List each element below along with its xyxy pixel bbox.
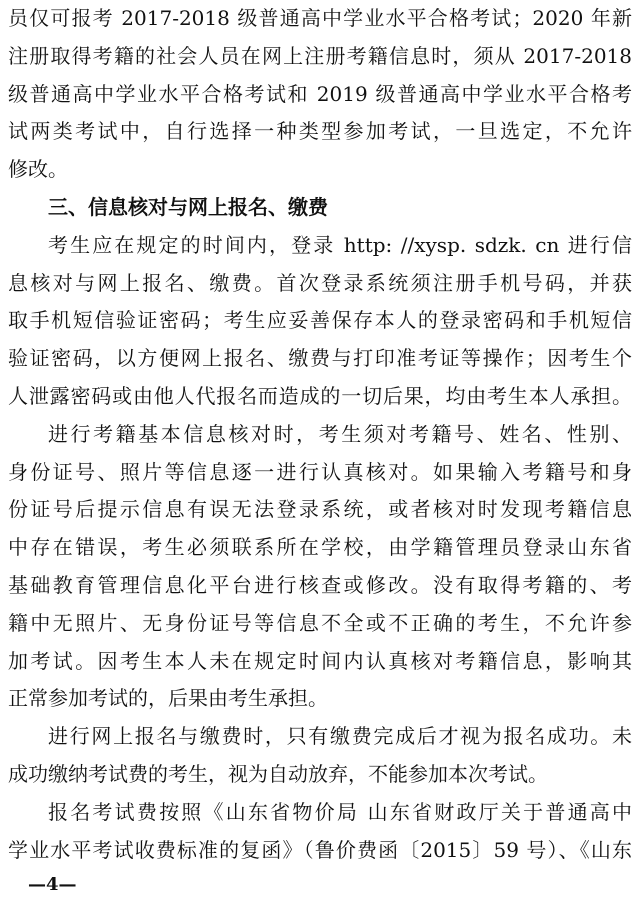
section-heading: 三、信息核对与网上报名、缴费 bbox=[48, 194, 328, 219]
paragraph-line: 加考试。因考生本人未在规定时间内认真核对考籍信息，影响其 bbox=[8, 648, 632, 673]
paragraph-line: 份证号后提示信息有误无法登录系统，或者核对时发现考籍信息 bbox=[8, 497, 632, 522]
paragraph bbox=[8, 794, 632, 870]
paragraph-line: 基础教育管理信息化平台进行核查或修改。没有取得考籍的、考 bbox=[8, 572, 632, 597]
page-number: —4— bbox=[28, 874, 77, 895]
paragraph bbox=[8, 718, 632, 794]
paragraph-line: 验证密码，以方便网上报名、缴费与打印准考证等操作；因考生个 bbox=[8, 346, 632, 371]
paragraph-line: 注册取得考籍的社会人员在网上注册考籍信息时，须从 2017-2018 bbox=[8, 43, 632, 68]
paragraph-line: 修改。 bbox=[8, 157, 68, 182]
paragraph-line: 进行考籍基本信息核对时，考生须对考籍号、姓名、性别、 bbox=[48, 421, 632, 446]
paragraph-line: 中存在错误，考生必须联系所在学校，由学籍管理员登录山东省 bbox=[8, 535, 632, 560]
paragraph-line: 学业水平考试收费标准的复函》（鲁价费函〔2015〕59 号）、《山东 bbox=[8, 837, 632, 862]
paragraph bbox=[8, 416, 632, 718]
paragraph-line: 人泄露密码或由他人代报名而造成的一切后果，均由考生本人承担。 bbox=[8, 383, 632, 408]
paragraph-line: 籍中无照片、无身份证号等信息不全或不正确的考生，不允许参 bbox=[8, 610, 632, 635]
paragraph-line: 报名考试费按照《山东省物价局 山东省财政厅关于普通高中 bbox=[48, 799, 632, 824]
paragraph-line: 考生应在规定的时间内，登录 http: //xysp. sdzk. cn 进行信 bbox=[48, 232, 632, 257]
paragraph bbox=[8, 0, 632, 189]
paragraph-line: 级普通高中学业水平合格考试和 2019 级普通高中学业水平合格考 bbox=[8, 81, 632, 106]
paragraph bbox=[8, 227, 632, 416]
paragraph-line: 息核对与网上报名、缴费。首次登录系统须注册手机号码，并获 bbox=[8, 270, 632, 295]
paragraph-line: 成功缴纳考试费的考生，视为自动放弃，不能参加本次考试。 bbox=[8, 761, 548, 786]
document-page bbox=[8, 0, 632, 869]
paragraph-line: 正常参加考试的，后果由考生承担。 bbox=[8, 686, 328, 711]
paragraph-line: 进行网上报名与缴费时，只有缴费完成后才视为报名成功。未 bbox=[48, 724, 632, 749]
paragraph-line: 取手机短信验证密码；考生应妥善保存本人的登录密码和手机短信 bbox=[8, 308, 632, 333]
paragraph-line: 试两类考试中，自行选择一种类型参加考试，一旦选定，不允许 bbox=[8, 119, 632, 144]
paragraph-line: 员仅可报考 2017-2018 级普通高中学业水平合格考试；2020 年新 bbox=[8, 6, 632, 30]
paragraph-line: 身份证号、照片等信息逐一进行认真核对。如果输入考籍号和身 bbox=[8, 459, 632, 484]
